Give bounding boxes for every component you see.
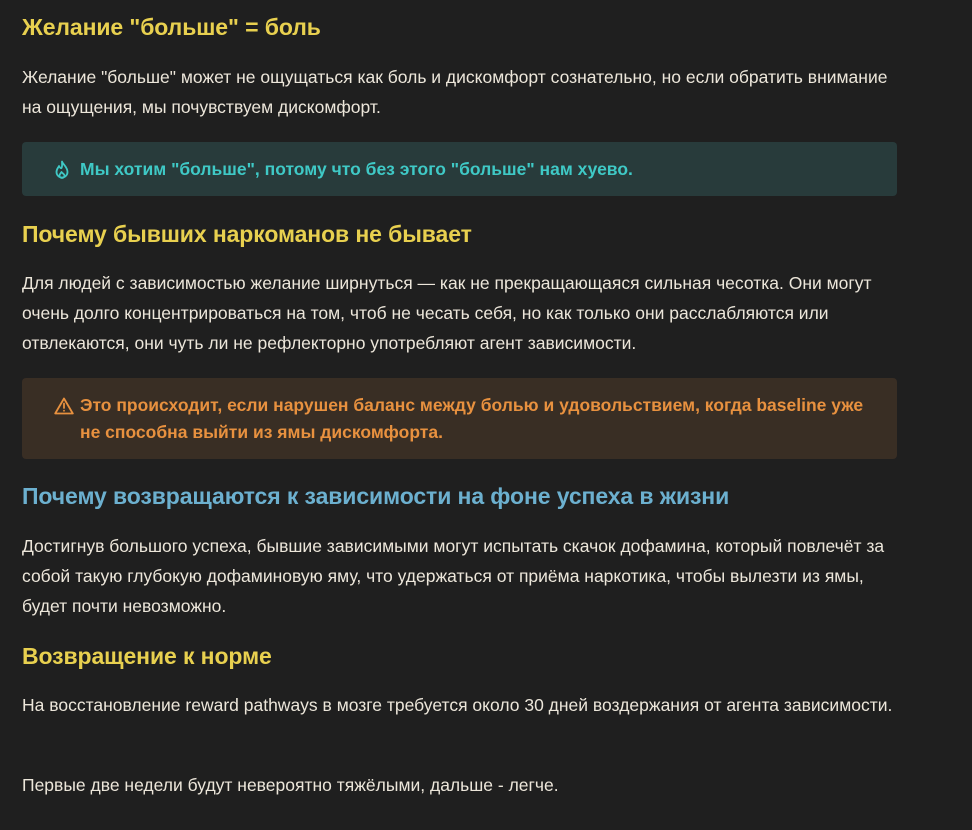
paragraph-reward-pathways: На восстановление reward pathways в мозге требуется около 30 дней воздержания от агента зависимости. bbox=[22, 695, 893, 715]
warning-triangle-icon bbox=[54, 392, 76, 419]
callout-tip bbox=[22, 142, 897, 196]
section-heading-desire-pain: Желание "больше" = боль bbox=[22, 14, 321, 40]
paragraph-first-two-weeks: Первые две недели будут невероятно тяжёлыми, дальше - легче. bbox=[22, 775, 559, 795]
callout-warning-text: Это происходит, если нарушен баланс между болью и удовольствием, когда baseline уже не способна выйти из ямы дискомфорта. bbox=[80, 395, 864, 442]
flame-icon bbox=[54, 156, 76, 183]
section-heading-relapse-success: Почему возвращаются к зависимости на фоне успеха в жизни bbox=[22, 483, 730, 509]
paragraph-ex-addicts: Для людей с зависимостью желание ширнуться — как не прекращающаяся сильная чесотка. Они могут очень долго концентрироваться на том, чтоб не чесать себя, но как только они расслабляются или отвлекаются, они чуть ли не рефлекторно употребляют агент зависимости. bbox=[22, 273, 872, 353]
paragraph-desire-pain: Желание "больше" может не ощущаться как боль и дискомфорт сознательно, но если обратить внимание на ощущения, мы почувствуем дискомфорт. bbox=[22, 67, 888, 117]
callout-warning bbox=[22, 378, 897, 459]
paragraph-relapse-success: Достигнув большого успеха, бывшие зависимыми могут испытать скачок дофамина, который повлечёт за собой такую глубокую дофаминовую яму, что удержаться от приёма наркотика, чтобы вылезти из ямы, будет почти невозможно. bbox=[22, 536, 885, 616]
section-heading-return-to-norm: Возвращение к норме bbox=[22, 643, 272, 669]
section-heading-ex-addicts: Почему бывших наркоманов не бывает bbox=[22, 221, 472, 247]
callout-tip-text: Мы хотим "больше", потому что без этого "больше" нам хуево. bbox=[80, 159, 633, 179]
